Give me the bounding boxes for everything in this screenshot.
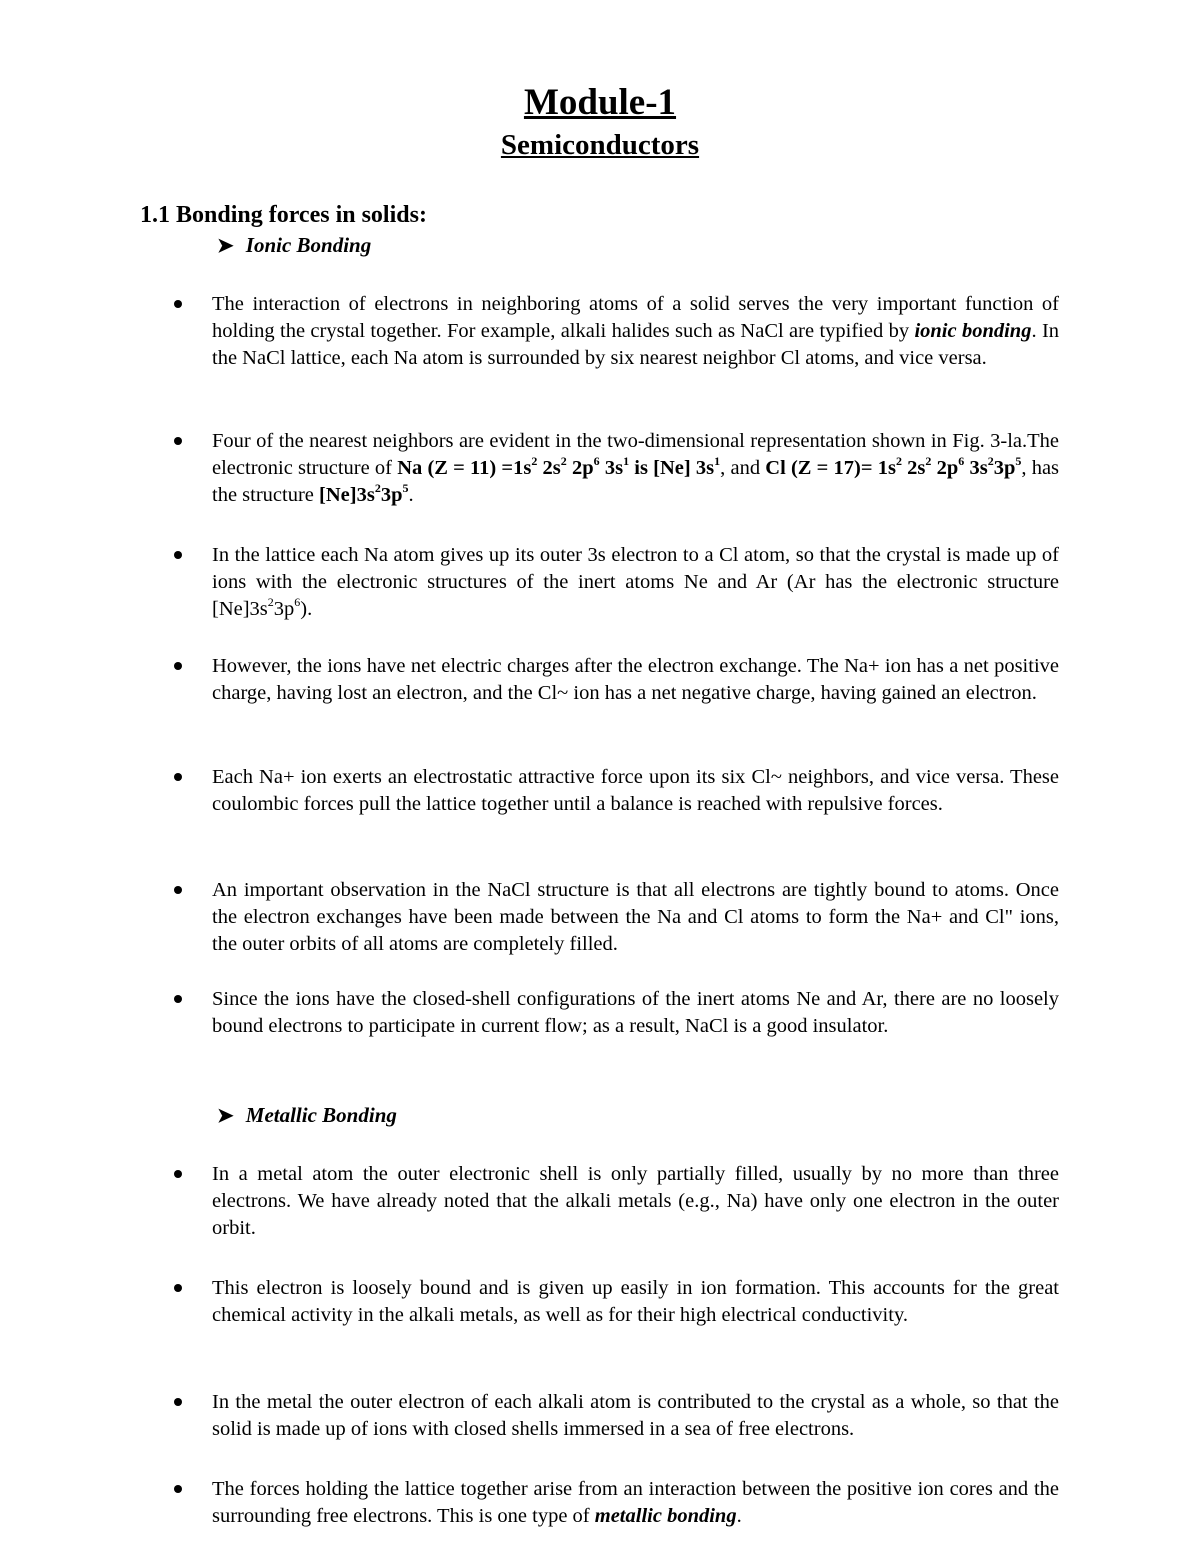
list-item: The interaction of electrons in neighboring atoms of a solid serves the very important function of holding the crystal together. For example, alkali halides such as NaCl are typified by ionic bonding. In the NaCl lattice, each Na atom is surrounded by six nearest neighbor Cl atoms, and vice versa. [212,293,1060,369]
list-item: In the metal the outer electron of each alkali atom is contributed to the crystal as a whole, so that the solid is made up of ions with closed shells immersed in a sea of free electrons. [212,1391,1059,1440]
list-item: Each Na+ ion exerts an electrostatic attractive force upon its six Cl~ neighbors, and vice versa. These coulombic forces pull the lattice together until a balance is reached with repulsive forces. [212,766,1059,815]
arrow-bullet-icon: ➤ [217,235,234,257]
list-item: Four of the nearest neighbors are evident in the two-dimensional representation shown in Fig. 3-la.The electronic structure of Na $(Z = 11) =1s^2$ $2s^2$ $2p^6$ $3s^1$ is [Ne] $3s^1$, and Cl $(Z = 17)= 1s^2$ $2s^2$ $2p^6$ $3s^23p^5$, has the structure $[Ne]3s^23p^5$. [212,430,1060,506]
bullet-icon [174,300,182,308]
bullet-icon [174,886,182,894]
list-item: In a metal atom the outer electronic shell is only partially filled, usually by no more than three electrons. We have already noted that the alkali metals (e.g., Na) have only one electron in the outer orbit. [212,1163,1059,1239]
page-subtitle: Semiconductors [500,129,700,161]
metallic-bonding-term: metallic bonding [594,1505,737,1527]
metallic-bonding-label: Metallic Bonding [245,1103,397,1127]
bullet-icon [174,1485,182,1493]
bullet-icon [174,773,182,781]
bullet-icon [174,1284,182,1292]
ionic-bonding-subheading [217,232,371,259]
module-title: Module-1 [523,82,677,123]
bullet-icon [174,1398,182,1406]
list-item: However, the ions have net electric charges after the electron exchange. The Na+ ion has a net positive charge, having lost an electron, and the Cl~ ion has a net negative charge, having gained an electron. [212,655,1059,704]
metallic-bonding-subheading [217,1102,397,1129]
bullet-icon [174,437,182,445]
bullet-icon [174,662,182,670]
section-heading: 1.1 Bonding forces in solids: [140,202,427,228]
ionic-bonding-term: ionic bonding [914,320,1032,342]
bullet-icon [174,551,182,559]
list-item: This electron is loosely bound and is given up easily in ion formation. This accounts for the great chemical activity in the alkali metals, as well as for their high electrical conductivity. [212,1277,1059,1326]
list-item: Since the ions have the closed-shell configurations of the inert atoms Ne and Ar, there are no loosely bound electrons to participate in current flow; as a result, NaCl is a good insulator. [212,988,1059,1037]
arrow-bullet-icon: ➤ [217,1105,234,1127]
ionic-bonding-label: Ionic Bonding [245,233,372,257]
list-item: An important observation in the NaCl structure is that all electrons are tightly bound to atoms. Once the electron exchanges have been made between the Na and Cl atoms to form the Na+ and Cl" ions, the outer orbits of all atoms are completely filled. [212,879,1059,955]
list-item: In the lattice each Na atom gives up its outer 3s electron to a Cl atom, so that the crystal is made up of ions with the electronic structures of the inert atoms Ne and Ar (Ar has the electronic structure $[Ne]3s^23p^6$). [212,544,1059,620]
bullet-icon [174,995,182,1003]
bullet-icon [174,1170,182,1178]
list-item: The forces holding the lattice together arise from an interaction between the positive ion cores and the surrounding free electrons. This is one type of metallic bonding. [212,1478,1059,1527]
